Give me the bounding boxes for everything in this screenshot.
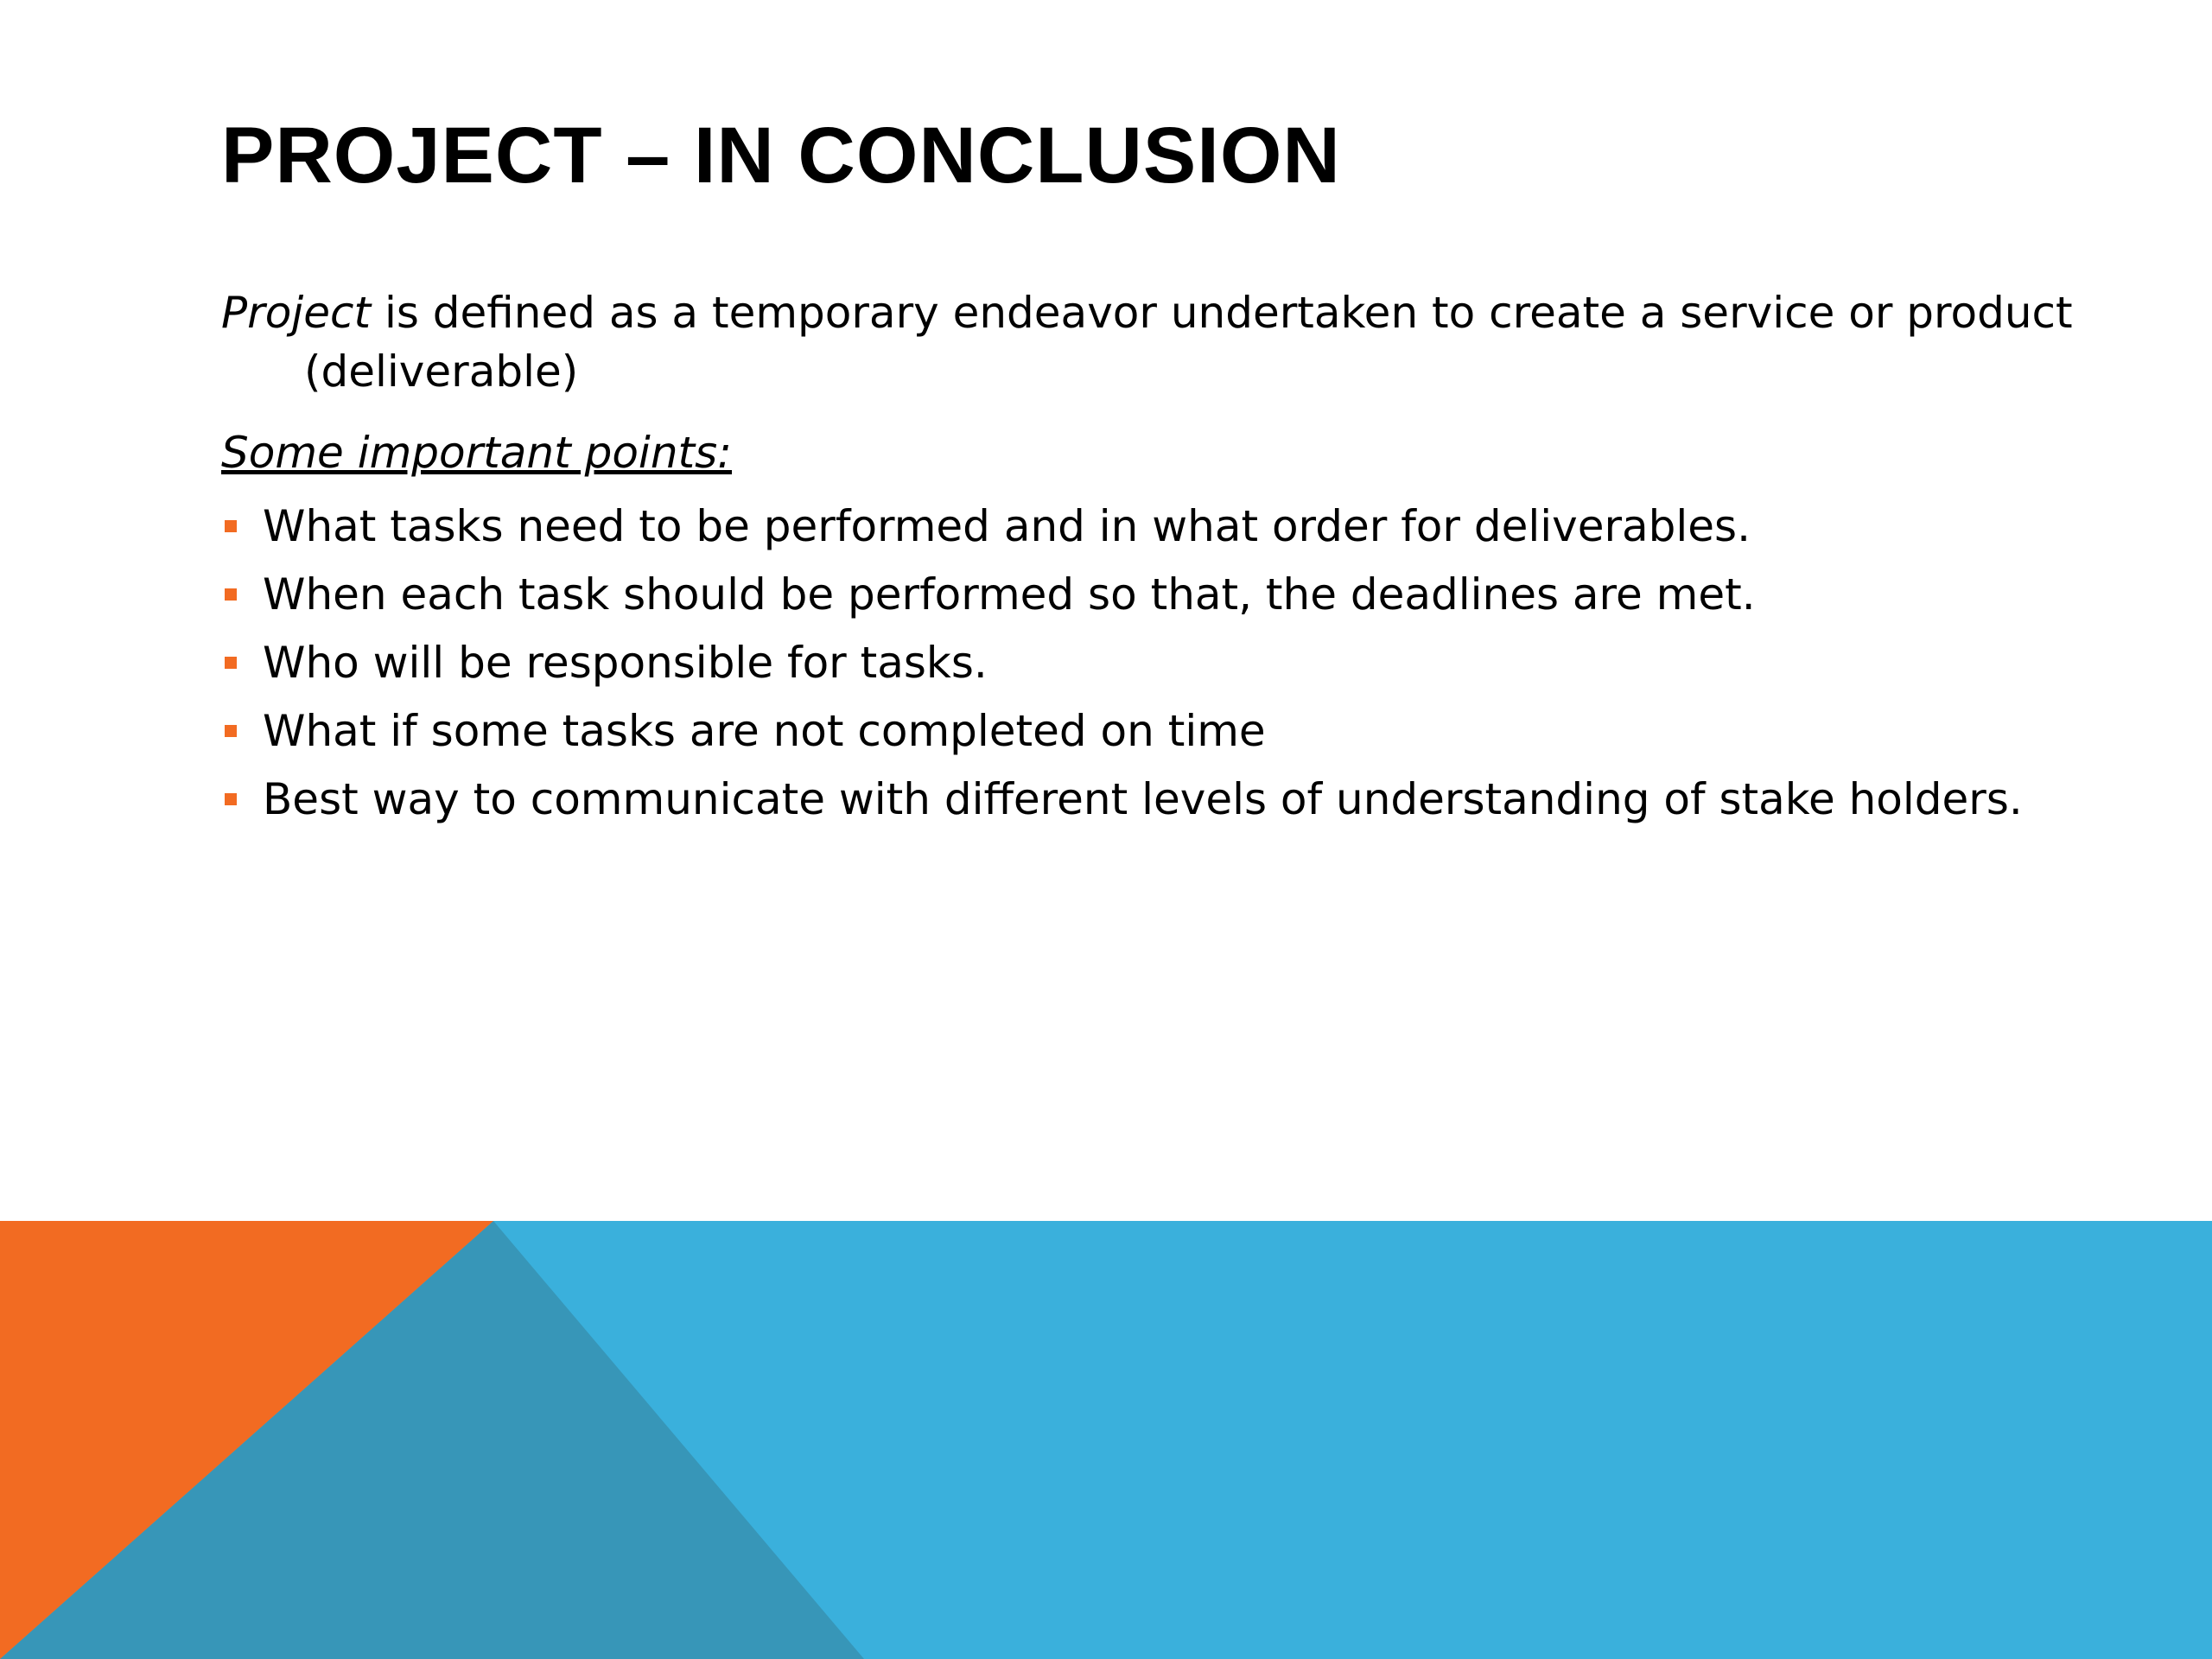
slide-content	[221, 111, 2073, 824]
point-item	[221, 697, 2122, 766]
definition-term: Project	[221, 288, 372, 338]
points-list	[221, 493, 2122, 834]
slide-title: PROJECT – IN CONCLUSION	[221, 111, 1341, 200]
square-bullet-icon	[225, 588, 237, 601]
definition-paragraph	[221, 283, 2119, 401]
square-bullet-icon	[225, 657, 237, 669]
point-text: Who will be responsible for tasks.	[263, 638, 988, 688]
square-bullet-icon	[225, 725, 237, 737]
point-item	[221, 629, 2122, 697]
point-text: What if some tasks are not completed on time	[263, 706, 1266, 756]
definition-text: is defined as a temporary endeavor undertaken to create a service or product (deliverable)	[304, 288, 2073, 397]
point-item	[221, 766, 2122, 834]
points-heading: Some important points:	[221, 428, 733, 478]
point-text: When each task should be performed so that, the deadlines are met.	[263, 569, 1756, 620]
square-bullet-icon	[225, 520, 237, 532]
square-bullet-icon	[225, 793, 237, 805]
point-text: Best way to communicate with different levels of understanding of stake holders.	[263, 774, 2023, 824]
point-text: What tasks need to be performed and in what order for deliverables.	[263, 501, 1751, 551]
point-item	[221, 493, 2122, 561]
footer-decoration	[0, 1221, 2212, 1659]
point-item	[221, 561, 2122, 629]
